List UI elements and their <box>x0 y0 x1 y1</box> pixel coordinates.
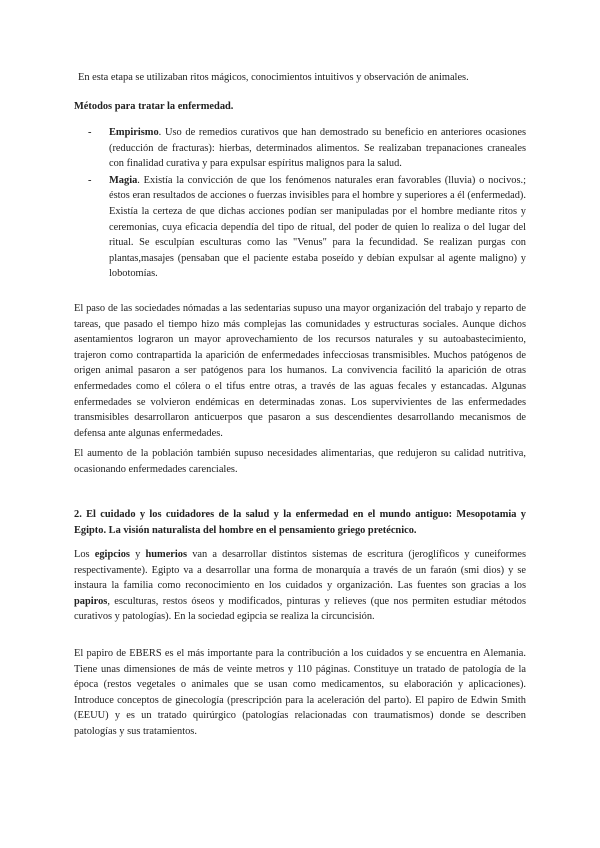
paragraph-sedentary-societies: El paso de las sociedades nómadas a las sedentarias supuso una mayor organización del trabajo y reparto de tareas, que pasado el tiempo hizo más complejas las comunidades y estructuras sociales. Aunque dichos asentamientos lograron un mayor aprovechamiento de los recursos naturales y su autoabastecimiento, trajeron como contrapartida la aparición de enfermedades infecciosas transmisibles. Muchos patógenos de origen animal pasaron a ser patógenos para los humanos. La convivencia facilitó la aparición de otras enfermedades como el cólera o el tifus entre otras, a través de las aguas fecales y estancadas. Algunas enfermedades se volvieron endémicas en determinadas zonas. Los supervivientes de las enfermedades transmisibles desarrollaron anticuerpos que pasaron a sus descendientes desarrollando mecanismos de defensa ante algunas enfermedades. <box>74 303 526 439</box>
list-item <box>88 125 526 172</box>
bullet-dash: - <box>88 127 92 138</box>
paragraph-egyptians <box>74 547 526 625</box>
method-term: Magia <box>109 174 138 186</box>
paragraph-ebers-papyrus: El papiro de EBERS es el más importante para la contribución a los cuidados y se encuentra en Alemania. Tiene unas dimensiones de más de veinte metros y 110 páginas. Constituye un tratado de patología de la época (restos vegetales o animales que se usan como medicamentos, su elaboración y aplicaciones). Introduce conceptos de ginecología (prescripción para la aceleración del parto). El papiro de Edwin Smith (EEUU) y es un tratado quirúrgico (patologías relacionadas con traumatismos) donde se describen patologías y sus tratamientos. <box>74 648 526 737</box>
methods-heading: Métodos para tratar la enfermedad. <box>74 101 234 112</box>
method-term: Empirismo <box>109 127 159 138</box>
text-run: y <box>129 549 146 560</box>
section-2-title: 2. El cuidado y los cuidadores de la salud y la enfermedad en el mundo antiguo: Mesopotamia y Egipto. La visión naturalista del hombre en el pensamiento griego pretécnico. <box>74 509 526 536</box>
text-run: Los <box>74 549 95 560</box>
bold-term: egipcios <box>94 549 130 560</box>
method-text: . Uso de remedios curativos que han demostrado su beneficio en anteriores ocasiones (reducción de fracturas): hierbas, determinados alimentos. Se realizaban trepanaciones craneales con finalidad curativa y para expulsar espíritus malignos para la salud. <box>109 127 526 170</box>
bullet-dash: - <box>88 174 92 186</box>
methods-list <box>88 125 526 282</box>
text-run: , esculturas, restos óseos y modificados, pinturas y relieves (que nos permiten estudiar métodos curativos y patologías). En la sociedad egipcia se realiza la circuncisión. <box>74 595 526 623</box>
paragraph-population-growth: El aumento de la población también supuso necesidades alimentarias, que redujeron su calidad nutritiva, ocasionando enfermedades carenciales. <box>74 448 526 475</box>
bold-term: papiros <box>74 595 108 607</box>
list-item <box>88 173 526 282</box>
method-text: . Existía la convicción de que los fenómenos naturales eran favorables (lluvia) o nocivos.; éstos eran resultados de acciones o fuerzas invisibles para el hombre y superiores a él (enfermedad). Existía la certeza de que dichas acciones podían ser manipuladas por el hombre mediante ritos y ceremonias, cuya eficacia dependía del tipo de ritual, del poder de quien lo realiza o del lugar del ritual. Se esculpían esculturas como las "Venus" para la fecundidad. Se realizan purgas con plantas,masajes (pensaban que el paciente estaba poseído y debían expulsar al agente maligno) y lobotomías. <box>109 174 526 280</box>
bold-term: humerios <box>145 549 188 560</box>
text-run: van a desarrollar distintos sistemas de escritura (jeroglíficos y cuneiformes respectivamente). Egipto va a desarrollar una forma de monarquía a través de un faraón (smi dios) y se instaura la familia como reconocimiento en los cuidados y organización. Las fuentes son gracias a los <box>74 549 527 592</box>
intro-paragraph: En esta etapa se utilizaban ritos mágicos, conocimientos intuitivos y observación de animales. <box>78 72 469 83</box>
